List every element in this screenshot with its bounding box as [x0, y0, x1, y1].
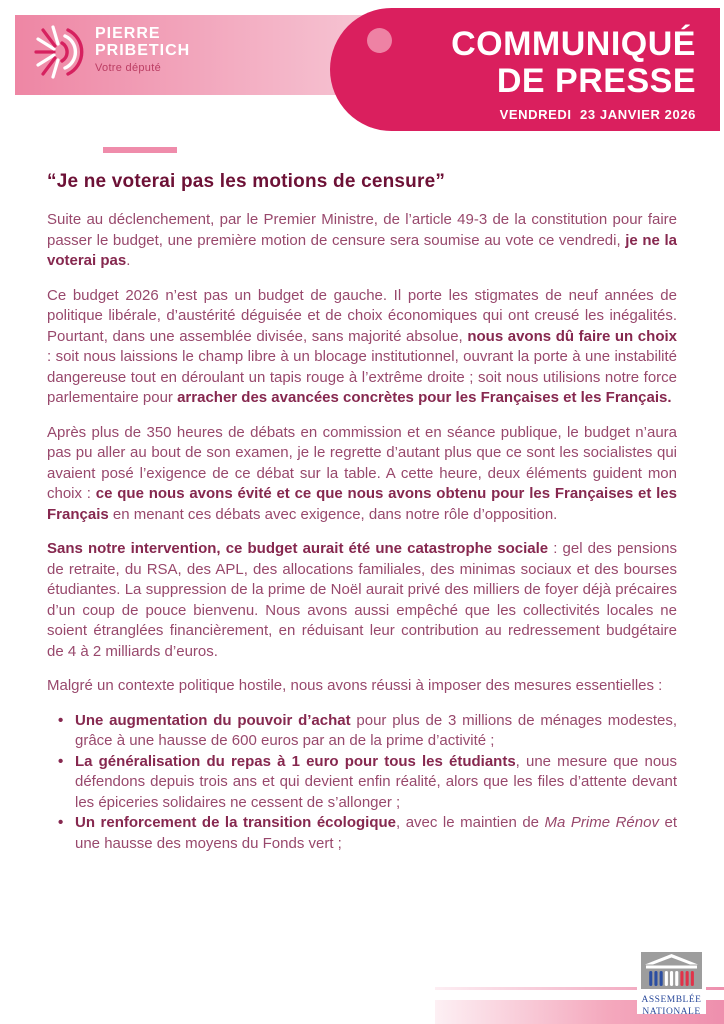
an-caption-line2: NATIONALE [642, 1006, 701, 1017]
bold-text: je ne la voterai pas [47, 231, 678, 269]
bullet-item [47, 711, 677, 752]
bullet-icon: • [58, 752, 64, 770]
article [47, 170, 677, 854]
assemblee-nationale-temple-icon [641, 976, 702, 993]
bullet-item [47, 752, 677, 814]
article-title: “Je ne voterai pas les motions de censure” [47, 171, 446, 192]
text-run: Ce budget 2026 n’est pas un budget de gauche. Il porte les stigmates de neuf années de politique libérale, d’austérité déguisée et de choix économiques qui ont creusé les inégalités. Pourtant, dans une assemblée divisée, sans majorité absolue, [47, 286, 677, 345]
bold-text: La généralisation du repas à 1 euro pour tous les étudiants [75, 752, 516, 770]
bold-text: Une augmentation du pouvoir d’achat [75, 711, 351, 729]
logo-tagline: Votre député [95, 62, 161, 74]
text-run: Malgré un contexte politique hostile, nous avons réussi à imposer des mesures essentielles : [47, 677, 663, 694]
press-release-banner [330, 8, 720, 131]
paragraph [47, 286, 677, 409]
bold-text: Sans notre intervention, ce budget aurait été une catastrophe sociale [47, 540, 549, 557]
bullet-item [47, 813, 677, 854]
text-run: en menant ces débats avec exigence, dans notre rôle d’opposition. [108, 505, 558, 523]
logo-name-line1: PIERRE [95, 25, 161, 42]
text-run: , avec le maintien de [396, 814, 545, 831]
italic-text: Ma Prime Rénov [544, 814, 659, 831]
bold-text: nous avons dû faire un choix [467, 327, 677, 345]
text-run: . [126, 252, 131, 269]
banner-title-line2: DE PRESSE [496, 62, 696, 100]
bold-text: arracher des avancées concrètes pour les Françaises et les Français. [177, 389, 672, 406]
banner-dot-icon [367, 28, 392, 53]
paragraph [47, 539, 677, 662]
text-run: pour plus de 3 millions de ménages modestes, grâce à une hausse de 600 euros par an de la prime d’activité ; [75, 711, 677, 749]
assemblee-nationale-logo [637, 950, 706, 1017]
paragraph [47, 423, 677, 526]
text-run: Suite au déclenchement, par le Premier Ministre, de l’article 49-3 de la constitution pour faire passer le budget, une première motion de censure sera soumise au vote ce vendredi, [47, 211, 677, 249]
logo-text-block [95, 25, 190, 74]
text-run: et une hausse des moyens du Fonds vert ; [75, 814, 678, 852]
bold-text: Un renforcement de la transition écologique [75, 814, 397, 831]
text-run: : gel des pensions de retraite, du RSA, des APL, des allocations familiales, des minimas sociaux et des bourses étudiantes. La suppression de la prime de Noël aurait privé des milliers de foyer déjà précaires d’un coup de pouce bienvenu. Nous avons aussi empêché que les collectivités locales ne soient étranglées financièrement, en réduisant leur contribution au redressement budgétaire de 4 à 2 milliards d’euros. [47, 540, 677, 660]
article-bullet-list [47, 711, 677, 855]
paragraph [47, 210, 677, 272]
bullet-icon: • [58, 814, 64, 831]
pierre-pribetich-burst-icon [32, 22, 96, 84]
paragraph [47, 676, 677, 697]
banner-title-line1: COMMUNIQUÉ [451, 25, 696, 63]
bold-text: ce que nous avons évité et ce que nous avons obtenu pour les Françaises et les Français [47, 485, 677, 523]
accent-bar [103, 147, 177, 153]
bullet-icon: • [58, 711, 64, 729]
banner-text-block [451, 26, 696, 122]
banner-date: VENDREDI 23 JANVIER 2026 [499, 107, 696, 122]
text-run: : soit nous laissions le champ libre à un blocage institutionnel, ouvrant la porte à une instabilité dangereuse tout en déroulant un tapis rouge à l’extrême droite ; soit nous utilisions notre force parlementaire pour [47, 348, 677, 406]
article-paragraphs [47, 210, 677, 697]
text-run: Après plus de 350 heures de débats en commission et en séance publique, le budget n’aura pas pu aller au bout de son examen, je le regrette d’autant plus que ce sont les socialistes qui avaient posé l’exigence de ce débat sur la table. A cette heure, deux éléments guident mon choix : [47, 423, 677, 502]
logo-name-line2: PRIBETICH [95, 42, 191, 59]
text-run: , une mesure que nous défendons depuis trois ans et qui devient enfin réalité, alors que les files d’attente devant les épiceries solidaires ne cessent de s’allonger ; [75, 752, 677, 811]
an-caption-line1: ASSEMBLÉE [641, 995, 702, 1005]
